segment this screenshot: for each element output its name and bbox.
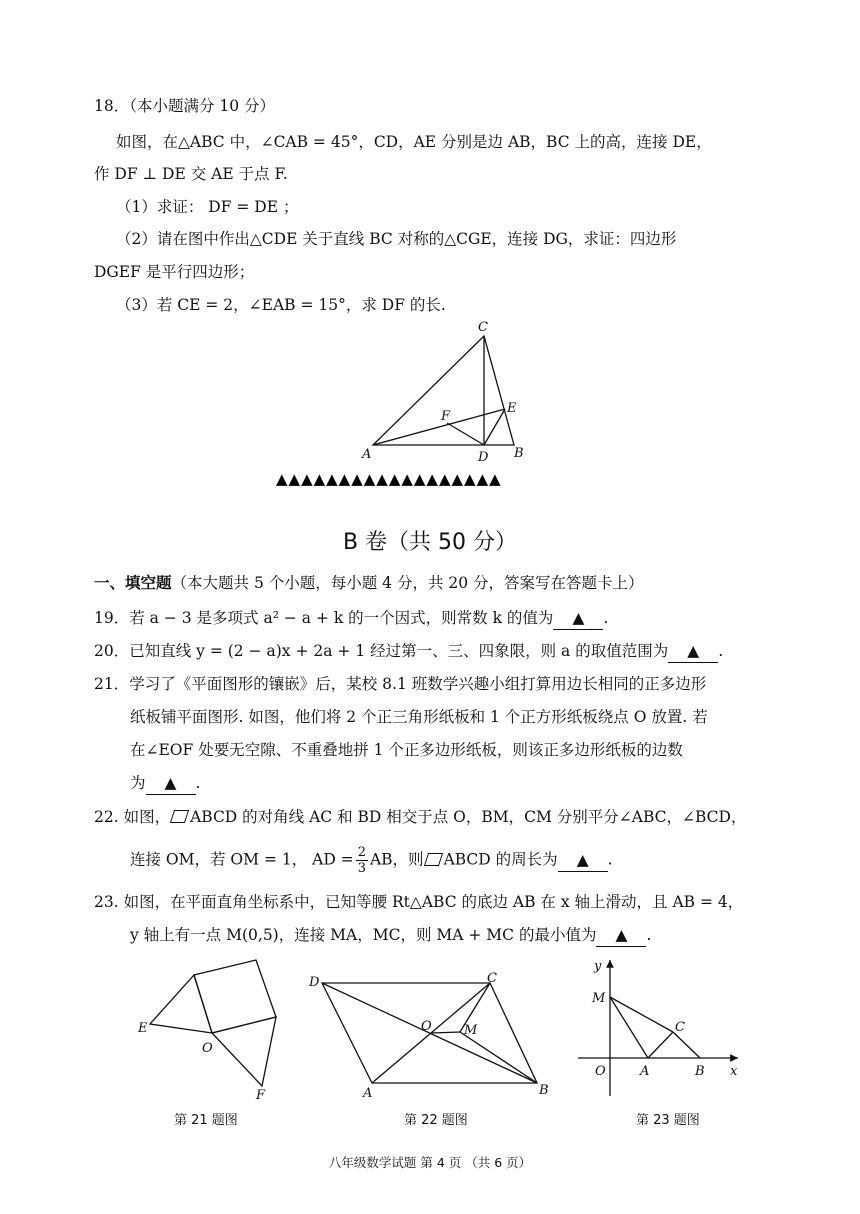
fig23-label-m: M: [592, 991, 606, 1006]
q18-statement-line1: 如图，在△ABC 中，∠CAB = 45°，CD，AE 分别是边 AB，BC 上的高，连接 DE，: [116, 133, 712, 151]
fig23-label-b: B: [695, 1064, 705, 1079]
q21-end: .: [195, 774, 201, 792]
fig23-label-c: C: [675, 1020, 685, 1035]
q22-line1-post: ABCD 的对角线 AC 和 BD 相交于点 O，BM，CM 分别平分∠ABC，∠BCD，: [190, 808, 747, 826]
q21-answer-blank: ▲: [146, 772, 196, 795]
fig21-label-e: E: [138, 1021, 148, 1036]
q23-end: .: [646, 926, 652, 944]
fig23-label-o: O: [595, 1064, 606, 1079]
q21-line2: 纸板铺平面图形. 如图，他们将 2 个正三角形纸板和 1 个正方形纸板绕点 O 放置. 若: [130, 708, 708, 726]
fig23-label-x: x: [730, 1064, 738, 1079]
q23-line1: 23. 如图，在平面直角坐标系中，已知等腰 Rt△ABC 的底边 AB 在 x 轴上滑动，且 AB = 4，: [94, 893, 744, 911]
q22-line2-pre: 连接 OM，若 OM = 1， AD =: [130, 850, 354, 869]
q18-subquestion-3: （3）若 CE = 2，∠EAB = 15°，求 DF 的长.: [116, 296, 446, 314]
fig23-label-a: A: [640, 1064, 650, 1079]
q20-text: 20．已知直线 y = (2 − a)x + 2a + 1 经过第一、三、四象限，则 a 的取值范围为: [94, 642, 669, 660]
q18-label-c: C: [478, 320, 488, 335]
q18-label-e: E: [507, 401, 517, 416]
fraction-denominator: 3: [357, 861, 366, 876]
q22-line2-mid: AB，则: [369, 850, 424, 869]
q22-line2-mid2: ABCD 的周长为: [443, 850, 558, 869]
fig21-label-o: O: [202, 1041, 213, 1056]
q18-statement-line2: 作 DF ⊥ DE 交 AE 于点 F.: [94, 165, 288, 183]
q18-subquestion-2-cont: DGEF 是平行四边形；: [94, 263, 255, 281]
fig22-label-o: O: [421, 1019, 432, 1034]
fraction-numerator: 2: [357, 845, 366, 860]
section-b-title: B 卷（共 50 分）: [342, 530, 518, 555]
fill-blank-heading-bold: 一、填空题: [94, 574, 172, 592]
q18-label-f: F: [441, 409, 451, 424]
q20-answer-blank: ▲: [668, 640, 718, 663]
q18-subquestion-1: （1）求证： DF = DE ；: [116, 198, 299, 216]
q23-line2-pre: y 轴上有一点 M(0,5)，连接 MA，MC，则 MA + MC 的最小值为: [130, 926, 597, 944]
q19-answer-blank: ▲: [553, 607, 603, 630]
fig22-label-a: A: [363, 1086, 373, 1101]
q18-label-d: D: [478, 450, 489, 465]
q20-end: .: [718, 642, 724, 660]
fig21-caption: 第 21 题图: [174, 1113, 238, 1128]
q22-answer-blank: ▲: [558, 849, 608, 872]
q19-end: .: [603, 609, 609, 627]
fill-blank-heading-rest: （本大题共 5 个小题，每小题 4 分，共 20 分，答案写在答题卡上）: [171, 574, 644, 592]
q22-line1-pre: 22. 如图，: [94, 808, 171, 826]
q21-line4-pre: 为: [130, 774, 146, 792]
fig22-label-c: C: [487, 971, 497, 986]
fig22-label-m: M: [464, 1023, 478, 1038]
fig23-caption: 第 23 题图: [636, 1113, 700, 1128]
section-separator: ▲▲▲▲▲▲▲▲▲▲▲▲▲▲▲▲▲▲: [276, 470, 502, 488]
q18-label-a: A: [362, 447, 372, 462]
page-footer: 八年级数学试题 第 4 页 （共 6 页）: [328, 1155, 532, 1170]
fig23-label-y: y: [594, 959, 602, 974]
q18-title: 18．（本小题满分 10 分）: [94, 97, 276, 115]
fig21-label-f: F: [256, 1088, 266, 1103]
q22-end: .: [607, 850, 613, 869]
q23-answer-blank: ▲: [596, 924, 646, 947]
q21-line1: 21．学习了《平面图形的镶嵌》后，某校 8.1 班数学兴趣小组打算用边长相同的正多边形: [94, 675, 707, 693]
q18-label-b: B: [514, 446, 524, 461]
q18-subquestion-2: （2）请在图中作出△CDE 关于直线 BC 对称的△CGE，连接 DG，求证：四边形: [116, 230, 677, 248]
fig22-label-d: D: [309, 975, 320, 990]
q19-text: 19．若 a − 3 是多项式 a² − a + k 的一个因式，则常数 k 的值为: [94, 609, 554, 627]
q21-line3: 在∠EOF 处要无空隙、不重叠地拼 1 个正多边形纸板，则该正多边形纸板的边数: [130, 741, 683, 759]
fig22-label-b: B: [539, 1083, 549, 1098]
fig22-caption: 第 22 题图: [404, 1113, 468, 1128]
